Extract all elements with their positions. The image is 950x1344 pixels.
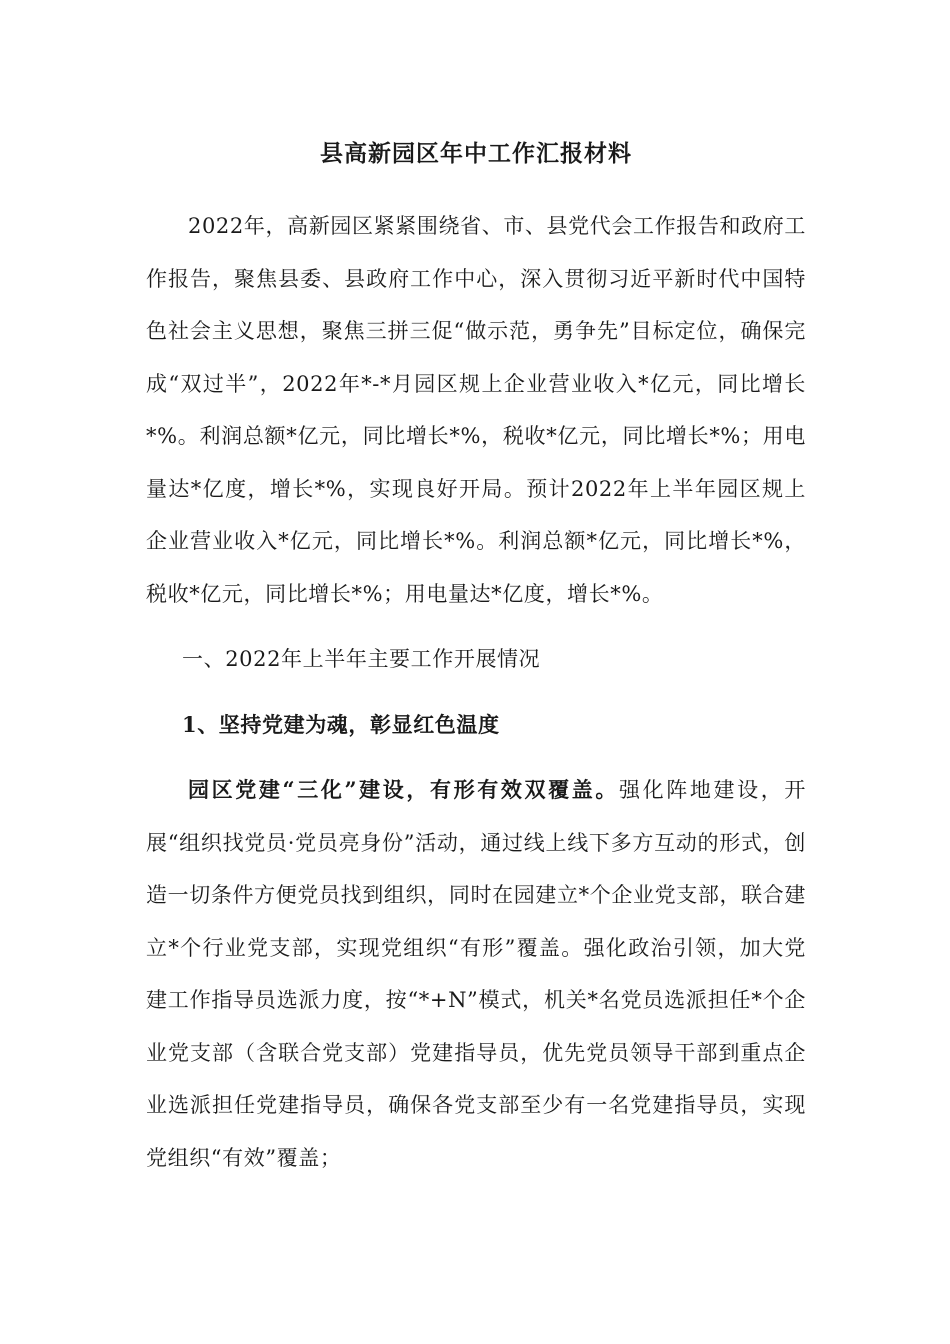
body-paragraph bbox=[146, 764, 806, 1184]
section-heading: 一、2022年上半年主要工作开展情况 bbox=[182, 647, 541, 671]
intro-paragraph: 2022年，高新园区紧紧围绕省、市、县党代会工作报告和政府工作报告，聚焦县委、县政府工作中心，深入贯彻习近平新时代中国特色社会主义思想，聚焦三拼三促“做示范，勇争先”目标定位，确保完成“双过半”，2022年*-*月园区规上企业营业收入*亿元，同比增长*%。利润总额*亿元，同比增长*%，税收*亿元，同比增长*%；用电量达*亿度，增长*%，实现良好开局。预计2022年上半年园区规上企业营业收入*亿元，同比增长*%。利润总额*亿元，同比增长*%，税收*亿元，同比增长*%；用电量达*亿度，增长*%。 bbox=[146, 214, 806, 606]
subsection-heading: 1、坚持党建为魂，彰显红色温度 bbox=[182, 711, 500, 737]
paragraph-lead: 园区党建“三化”建设，有形有效双覆盖。 bbox=[188, 777, 620, 802]
document-page bbox=[146, 128, 806, 1184]
document-title: 县高新园区年中工作汇报材料 bbox=[320, 140, 632, 167]
paragraph-text: 强化阵地建设，开展“组织找党员·党员亮身份”活动，通过线上线下多方互动的形式，创造一切条件方便党员找到组织，同时在园建立*个企业党支部，联合建立*个行业党支部，实现党组织“有形”覆盖。强化政治引领，加大党建工作指导员选派力度，按“*+N”模式，机关*名党员选派担任*个企业党支部（含联合党支部）党建指导员，优先党员领导干部到重点企业选派担任党建指导员，确保各党支部至少有一名党建指导员，实现党组织“有效”覆盖； bbox=[146, 778, 806, 1170]
